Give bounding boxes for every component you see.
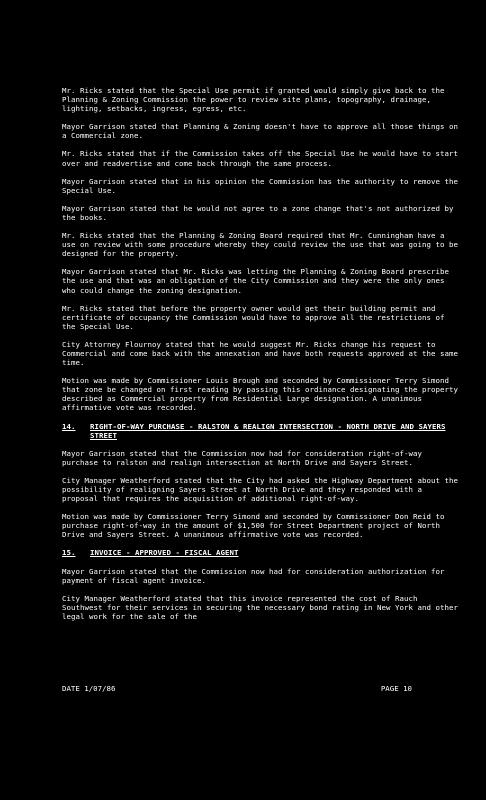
paragraph: Motion was made by Commissioner Louis Brough and seconded by Commissioner Terry Simond that zone be changed on first reading by passing this ordinance designating the property described as Commercial property from Residential Large designation. A unanimous affirmative vote was recorded. xyxy=(62,376,458,413)
paragraph: City Attorney Flournoy stated that he would suggest Mr. Ricks change his request to Commercial and come back with the annexation and have both requests approved at the same time. xyxy=(62,339,458,368)
paragraph: Motion was made by Commissioner Terry Simond and seconded by Commissioner Don Reid to purchase right-of-way in the amount of $1,500 for Street Department project of North Drive and Sayers Street. A unanimous affirmative vote was recorded. xyxy=(62,512,445,540)
section-title: RIGHT-OF-WAY PURCHASE - RALSTON & REALIGN INTERSECTION - NORTH DRIVE AND SAYERS STREET xyxy=(90,421,446,440)
section-title: INVOICE - APPROVED - FISCAL AGENT xyxy=(90,548,239,558)
section-heading-15 xyxy=(62,548,462,557)
paragraph: Mayor Garrison stated that Mr. Ricks was letting the Planning & Zoning Board prescribe the use and that was an obligation of the City Commission and they were the only ones who could change the zoning designation. xyxy=(62,267,449,295)
paragraph: Mr. Ricks stated that if the Commission takes off the Special Use he would have to start over and readvertise and come back through the same process. xyxy=(62,149,458,168)
paragraph: City Manager Weatherford stated that this invoice represented the cost of Rauch Southwest for their services in securing the necessary bond rating in New York and other legal work for the sale of the xyxy=(62,593,458,621)
paragraph: Mr. Ricks stated that before the property owner would get their building permit and certificate of occupancy the Commission would have to approve all the restrictions of the Special Use. xyxy=(62,303,445,331)
paragraph: Mayor Garrison stated that he would not agree to a zone change that's not authorized by the books. xyxy=(62,203,454,222)
footer-page-number: PAGE 10 xyxy=(380,684,412,693)
paragraph: Mayor Garrison stated that the Commission now had for consideration authorization for payment of fiscal agent invoice. xyxy=(62,566,445,585)
footer-date: DATE 1/07/86 xyxy=(62,684,116,693)
paragraph: City Manager Weatherford stated that the City had asked the Highway Department about the possibility of realigning Sayers Street at North Drive and they responded with a proposal that requires the acquisition of additional right-of-way. xyxy=(62,475,458,504)
paragraph: Mayor Garrison stated that in his opinion the Commission has the authority to remove the Special Use. xyxy=(62,176,458,195)
paragraph: Mr. Ricks stated that the Special Use permit if granted would simply give back to the Planning & Zoning Commission the power to review site plans, topography, drainage, lighting, setbacks, ingress, egress, etc. xyxy=(62,86,445,114)
paragraph: Mr. Ricks stated that the Planning & Zoning Board required that Mr. Cunningham have a use on review with some procedure whereby they could review the use that was going to be designed for the property. xyxy=(62,231,458,259)
section-number: 14. xyxy=(62,421,76,431)
minutes-page xyxy=(62,86,462,630)
paragraph: Mayor Garrison stated that Planning & Zoning doesn't have to approve all those things on a Commercial zone. xyxy=(62,122,458,141)
section-number: 15. xyxy=(62,548,76,558)
paragraph: Mayor Garrison stated that the Commission now had for consideration right-of-way purchase to ralston and realign intersection at North Drive and Sayers Street. xyxy=(62,448,422,467)
section-heading-14 xyxy=(62,422,462,440)
page-footer xyxy=(62,684,462,693)
